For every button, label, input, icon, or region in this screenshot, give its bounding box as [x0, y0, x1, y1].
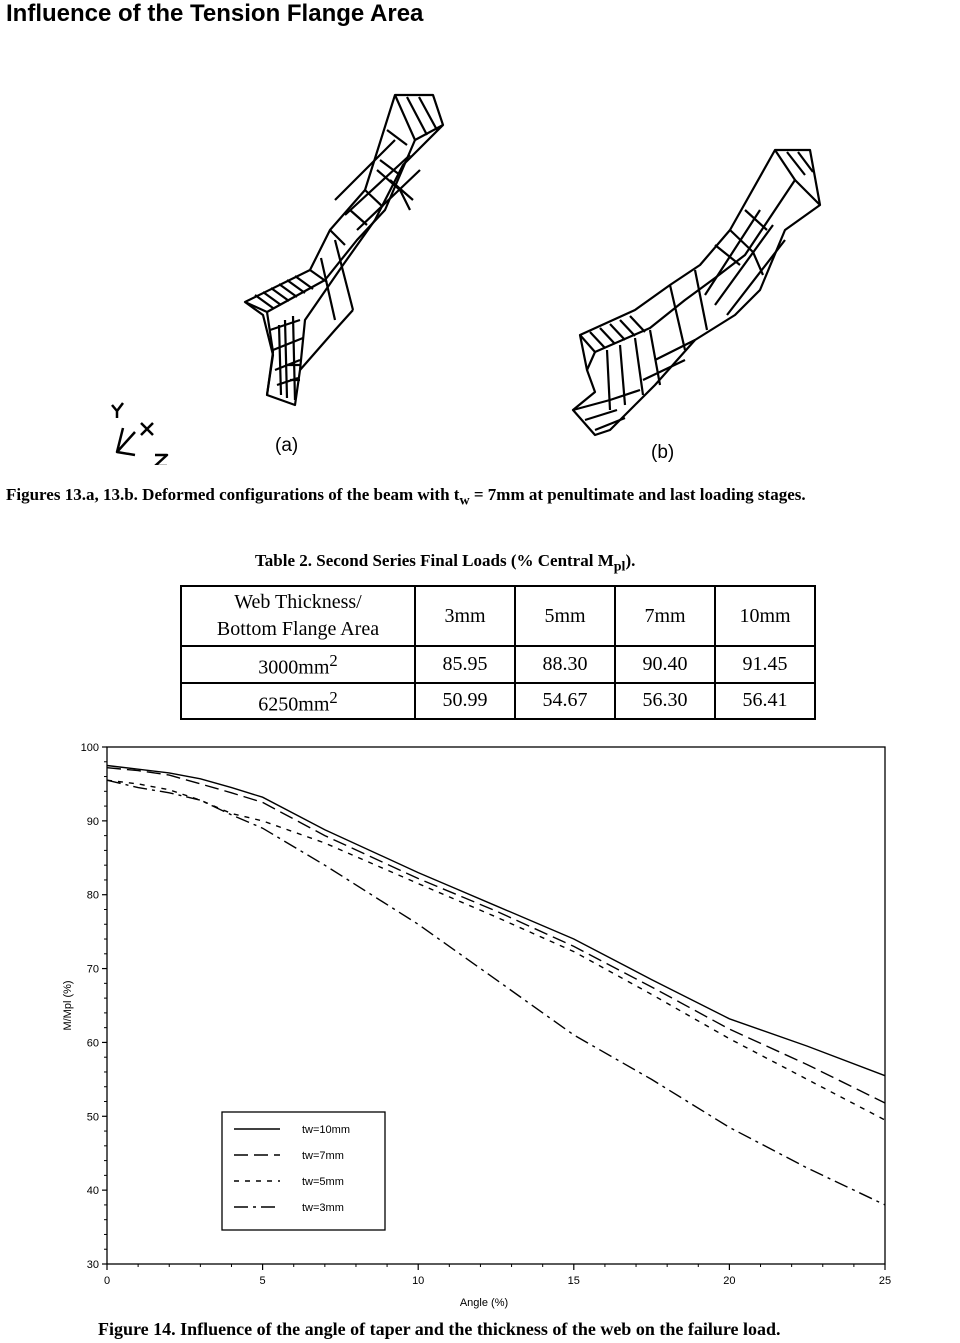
- legend-label: tw=5mm: [302, 1176, 344, 1188]
- series-line-tw-7mm: [107, 768, 885, 1103]
- legend-label: tw=7mm: [302, 1150, 344, 1162]
- beam-a-wireframe: [245, 95, 443, 405]
- x-tick-label: 10: [412, 1275, 425, 1287]
- table-header-row: [181, 586, 815, 646]
- y-tick-label: 60: [86, 1037, 99, 1050]
- series-line-tw-5mm: [107, 780, 885, 1120]
- figure-13-caption: Figures 13.a, 13.b. Deformed configurations of the beam with $t_w = 7mm$ at penultimate and last loading stages.: [6, 485, 806, 509]
- table-cell: 56.30: [615, 683, 715, 720]
- table-cell: 85.95: [415, 646, 515, 683]
- axes-triad-icon: [112, 403, 167, 465]
- page-title: Influence of the Tension Flange Area: [6, 0, 424, 27]
- beam-wireframes: [95, 80, 835, 465]
- table-cell: 56.41: [715, 683, 815, 720]
- row-label: $6250mm^2$: [181, 683, 415, 720]
- y-tick-label: 40: [86, 1185, 99, 1198]
- plot-frame: [107, 747, 885, 1264]
- table-cell: 88.30: [515, 646, 615, 683]
- y-tick-label: 50: [86, 1111, 99, 1124]
- column-header: 7mm: [615, 586, 715, 646]
- y-axis-label: M/Mpl (%): [62, 980, 74, 1031]
- column-header: 10mm: [715, 586, 815, 646]
- row-label: $3000mm^2$: [181, 646, 415, 683]
- table-row: [181, 646, 815, 683]
- x-tick-label: 15: [567, 1275, 580, 1287]
- table-cell: 90.40: [615, 646, 715, 683]
- figure-13: [95, 80, 835, 465]
- y-tick-label: 70: [86, 963, 99, 976]
- y-tick-label: 100: [80, 742, 99, 754]
- column-header: 3mm: [415, 586, 515, 646]
- y-tick-label: 80: [86, 889, 99, 902]
- series-line-tw-10mm: [107, 766, 885, 1076]
- series-line-tw-3mm: [107, 780, 885, 1205]
- table-row: [181, 683, 815, 720]
- line-chart: [55, 735, 905, 1310]
- figure-14-caption: Figure 14. Influence of the angle of taper and the thickness of the web on the failure load.: [98, 1319, 781, 1339]
- y-tick-label: 90: [86, 815, 99, 828]
- column-header: 5mm: [515, 586, 615, 646]
- x-tick-label: 25: [878, 1275, 892, 1287]
- x-tick-label: 20: [723, 1275, 736, 1287]
- figure-13b-label: (b): [651, 442, 675, 463]
- figure-13a-label: (a): [275, 435, 299, 456]
- beam-b-wireframe: [573, 150, 820, 435]
- legend-label: tw=3mm: [302, 1202, 344, 1214]
- x-tick-label: 0: [103, 1275, 111, 1287]
- legend-label: tw=10mm: [302, 1124, 350, 1136]
- x-axis-label: Angle (%): [459, 1297, 509, 1309]
- table-cell: 91.45: [715, 646, 815, 683]
- table-cell: 54.67: [515, 683, 615, 720]
- y-tick-label: 30: [86, 1259, 99, 1271]
- table-header-cell: Web Thickness/ Bottom Flange Area: [181, 586, 415, 646]
- figure-14-chart: [55, 735, 905, 1310]
- table-cell: 50.99: [415, 683, 515, 720]
- final-loads-table: [180, 585, 816, 720]
- table-2-title: Table 2. Second Series Final Loads (% Central $M_{pl}$).: [255, 551, 636, 575]
- x-tick-label: 5: [259, 1275, 266, 1287]
